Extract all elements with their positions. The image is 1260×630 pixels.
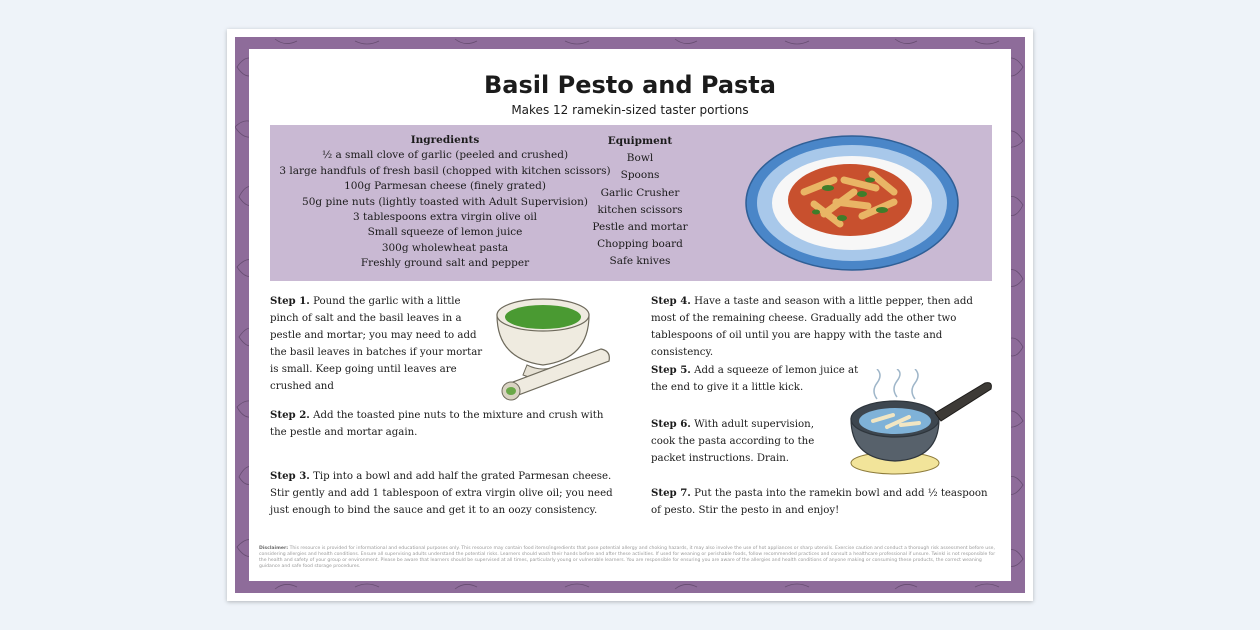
equipment-list (570, 133, 710, 271)
equipment-item: kitchen scissors (597, 203, 683, 216)
step-7 (651, 485, 996, 519)
step-label: Step 2. (270, 409, 310, 421)
step-text: Have a taste and season with a little pepper, then add most of the remaining cheese. Gradually add the other two tablespoons of oil until you are happy with the taste and consistency. (651, 296, 973, 358)
step-text: With adult supervision, cook the pasta according to the packet instructions. Drain. (651, 419, 815, 464)
step-5 (651, 362, 865, 396)
equipment-heading: Equipment (607, 135, 673, 147)
disclaimer (259, 546, 1001, 570)
step-text: Add a squeeze of lemon juice at the end to give it a little kick. (651, 365, 859, 393)
ingredient-item: 3 large handfuls of fresh basil (chopped with kitchen scissors) (279, 164, 611, 177)
ingredient-item: Freshly ground salt and pepper (360, 257, 530, 270)
ingredients-heading: Ingredients (410, 134, 480, 146)
equipment-item: Pestle and mortar (592, 221, 688, 234)
decorative-border (235, 37, 1025, 593)
equipment-item: Garlic Crusher (600, 186, 680, 199)
equipment-item: Chopping board (597, 238, 683, 251)
step-text: Put the pasta into the ramekin bowl and add ½ teaspoon of pesto. Stir the pesto in and enjoy! (651, 488, 988, 516)
recipe-card (249, 49, 1011, 581)
page-title: Basil Pesto and Pasta (484, 71, 776, 99)
recipe-sheet (227, 29, 1033, 601)
equipment-item: Safe knives (609, 255, 671, 268)
ingredient-item: Small squeeze of lemon juice (367, 226, 523, 239)
ingredients-band (270, 125, 992, 281)
pestle-mortar-icon (491, 293, 615, 405)
equipment-item: Spoons (620, 169, 660, 182)
step-text: Add the toasted pine nuts to the mixture and crush with the pestle and mortar again. (270, 410, 604, 438)
step-label: Step 5. (651, 364, 691, 376)
step-label: Step 6. (651, 418, 691, 430)
ingredient-item: ½ a small clove of garlic (peeled and crushed) (321, 149, 569, 162)
equipment-item: Bowl (626, 152, 654, 165)
step-6 (651, 416, 835, 467)
step-4 (651, 293, 996, 361)
ingredient-item: 3 tablespoons extra virgin olive oil (352, 211, 538, 224)
step-3 (270, 468, 615, 519)
step-label: Step 7. (651, 487, 691, 499)
ingredients-list (270, 133, 620, 272)
step-text: Pound the garlic with a little pinch of salt and the basil leaves in a pestle and mortar; you may need to add the basil leaves in batches if your mortar is small. Keep going until leaves are crushed and (270, 296, 483, 392)
step-label: Step 1. (270, 295, 310, 307)
page-subtitle: Makes 12 ramekin-sized taster portions (511, 103, 749, 117)
ingredient-item: 300g wholewheat pasta (381, 241, 509, 254)
pasta-plate-icon (744, 132, 960, 274)
ingredient-item: 100g Parmesan cheese (finely grated) (344, 180, 546, 193)
step-1 (270, 293, 484, 395)
step-label: Step 4. (651, 295, 691, 307)
step-text: Tip into a bowl and add half the grated Parmesan cheese. Stir gently and add 1 tablespoon of extra virgin olive oil; you need just enough to bind the sauce and get it to an oozy consistency. (270, 471, 613, 516)
disclaimer-text: This resource is provided for informational and educational purposes only. This resource may contain food items/ingredients that pose potential allergy and choking hazards, it may also involve the use of hot appliances or sharp utensils. Exercise caution and conduct a thorough risk assessment before use, considering allergies and health conditions. Ensure all supervising adults understand the potential risks. Learners should wash their hands before and after these activities. If used for weaning or perishable foods, follow recommended practices and consult a healthcare professional if unsure. Twinkl is not responsible for the health and safety of your group or environment. Please be aware that learners should be supervised at all times, particularly young or vulnerable learners. You are responsible for ensuring you are aware of the allergies and health conditions of anyone making or consuming these products, the correct weaning guidance and safe food storage procedures. (259, 546, 996, 569)
saucepan-icon (847, 369, 993, 475)
ingredient-item: 50g pine nuts (lightly toasted with Adult Supervision) (302, 195, 588, 208)
step-2 (270, 407, 610, 441)
step-label: Step 3. (270, 470, 310, 482)
disclaimer-label: Disclaimer: (259, 546, 289, 551)
